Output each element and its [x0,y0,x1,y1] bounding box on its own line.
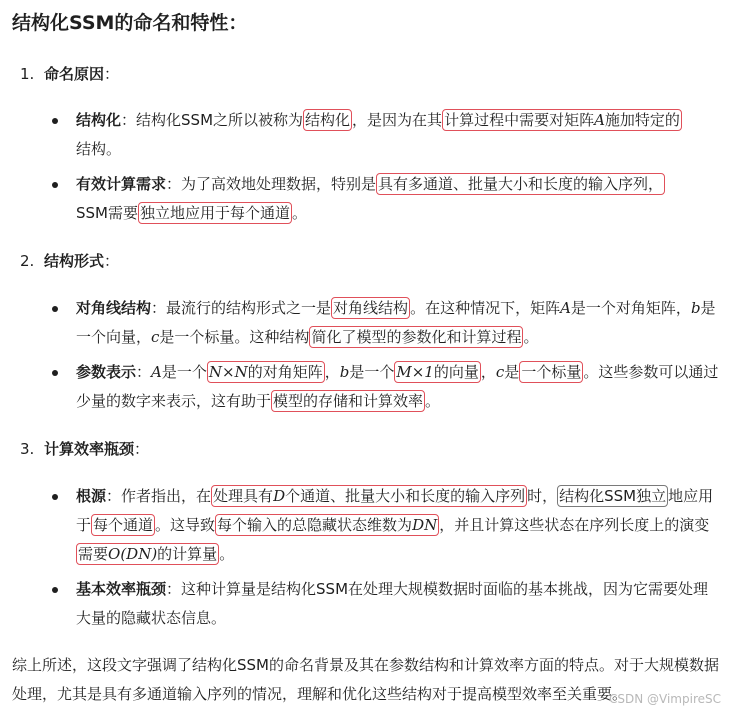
bullet [52,370,58,376]
section-title: 结构形式 [44,252,105,270]
bullet [52,182,58,188]
section-number: 2. [20,252,35,270]
highlight-box: 简化了模型的参数化和计算过程 [311,328,522,346]
item-label: 结构化 [76,111,122,129]
section-1-heading: 1. 命名原因： [20,65,120,83]
highlight-box: 计算过程中需要对矩阵A施加特定的 [444,111,680,129]
gray-highlight-box: 结构化SSM独立 [559,487,667,505]
section-title: 计算效率瓶颈 [44,440,135,458]
item-label: 参数表示 [76,363,137,381]
highlight-box: 具有多通道、批量大小和长度的输入序列， [378,175,664,193]
watermark: CSDN @VimpireSC [609,692,721,706]
highlight-box: 每个通道 [93,516,154,534]
highlight-box: 每个输入的总隐藏状态维数为DN [217,516,438,534]
item-label: 有效计算需求 [76,175,167,193]
section-title: 命名原因 [44,65,105,83]
bullet [52,587,58,593]
highlight-box: 独立地应用于每个通道 [140,204,291,222]
section-number: 1. [20,65,35,83]
document-page: 结构化SSM的命名和特性： 1. 命名原因： 结构化：结构化SSM之所以被称为 结构化 ，是因为在其 计算过程中需要对矩阵A施加特定的 结构。 有效计算需求：为了高效地处理数据，特别是 具有多通道、批量大小和长度的输入序列， SSM需要 独立地应用于每个通道 。 2. 结构形式： 对角线结构：最流行的结构形式之一是 对角线结构 。在这种情况下，矩阵A是一个对角矩阵，b是一个向量，c是一个标量。这种结构 简化了模型的参数化和计算过程 。 参数表示：A是一个 N×N的对角矩阵 ，b是一个 M×1的向量 ，c是 一个标量 。这些参数可以通过少量的数字来表示，这有助于 模型的存储和计算效率 。 3. 计算效率瓶颈： 根源：作者指出，在 处理具有D个通道、批量大小和长度的输入序列 时， 结构化SSM独立 地应用于 每个通道 。这导致 每个输入的总隐藏状态维数为DN ，并且计算这些状态在序列长度上的演变需要O(DN)的计算量 。 基本效率瓶颈：这种计算量是结构化SSM在处理大规模数据时面临的基本挑战，因为它需要处理大量的隐藏状态信息。 综上所述，这段文字强调了结构化SSM的命名背景及其在参数结构和计算效率方面的特点。对于大规模数据处理，尤其是具有多通道输入序列的情况，理解和优化这些结构对于提高模型效率至关重要。 CSDN @VimpireSC [0,0,735,721]
item-label: 根源 [76,487,107,505]
highlight-box: 一个标量 [521,363,582,381]
highlight-box: 需要O(DN)的计算量 [78,545,218,563]
highlight-box: N×N的对角矩阵 [208,363,323,381]
highlight-box: 模型的存储和计算效率 [273,392,424,410]
highlight-box: 处理具有D个通道、批量大小和长度的输入序列 [213,487,526,505]
highlight-box: 结构化 [305,111,351,129]
item-label: 对角线结构 [76,299,152,317]
highlight-box: M×1的向量 [396,363,479,381]
bullet [52,494,58,500]
section-number: 3. [20,440,35,458]
section-2-heading: 2. 结构形式： [20,252,120,270]
page-title: 结构化SSM的命名和特性： [12,12,248,34]
bullet [52,306,58,312]
bullet [52,118,58,124]
item-label: 基本效率瓶颈 [76,580,167,598]
summary-paragraph: 综上所述，这段文字强调了结构化SSM的命名背景及其在参数结构和计算效率方面的特点。对于大规模数据处理，尤其是具有多通道输入序列的情况，理解和优化这些结构对于提高模型效率至关重要。 [12,656,719,703]
section-3-heading: 3. 计算效率瓶颈： [20,440,150,458]
highlight-box: 对角线结构 [333,299,409,317]
